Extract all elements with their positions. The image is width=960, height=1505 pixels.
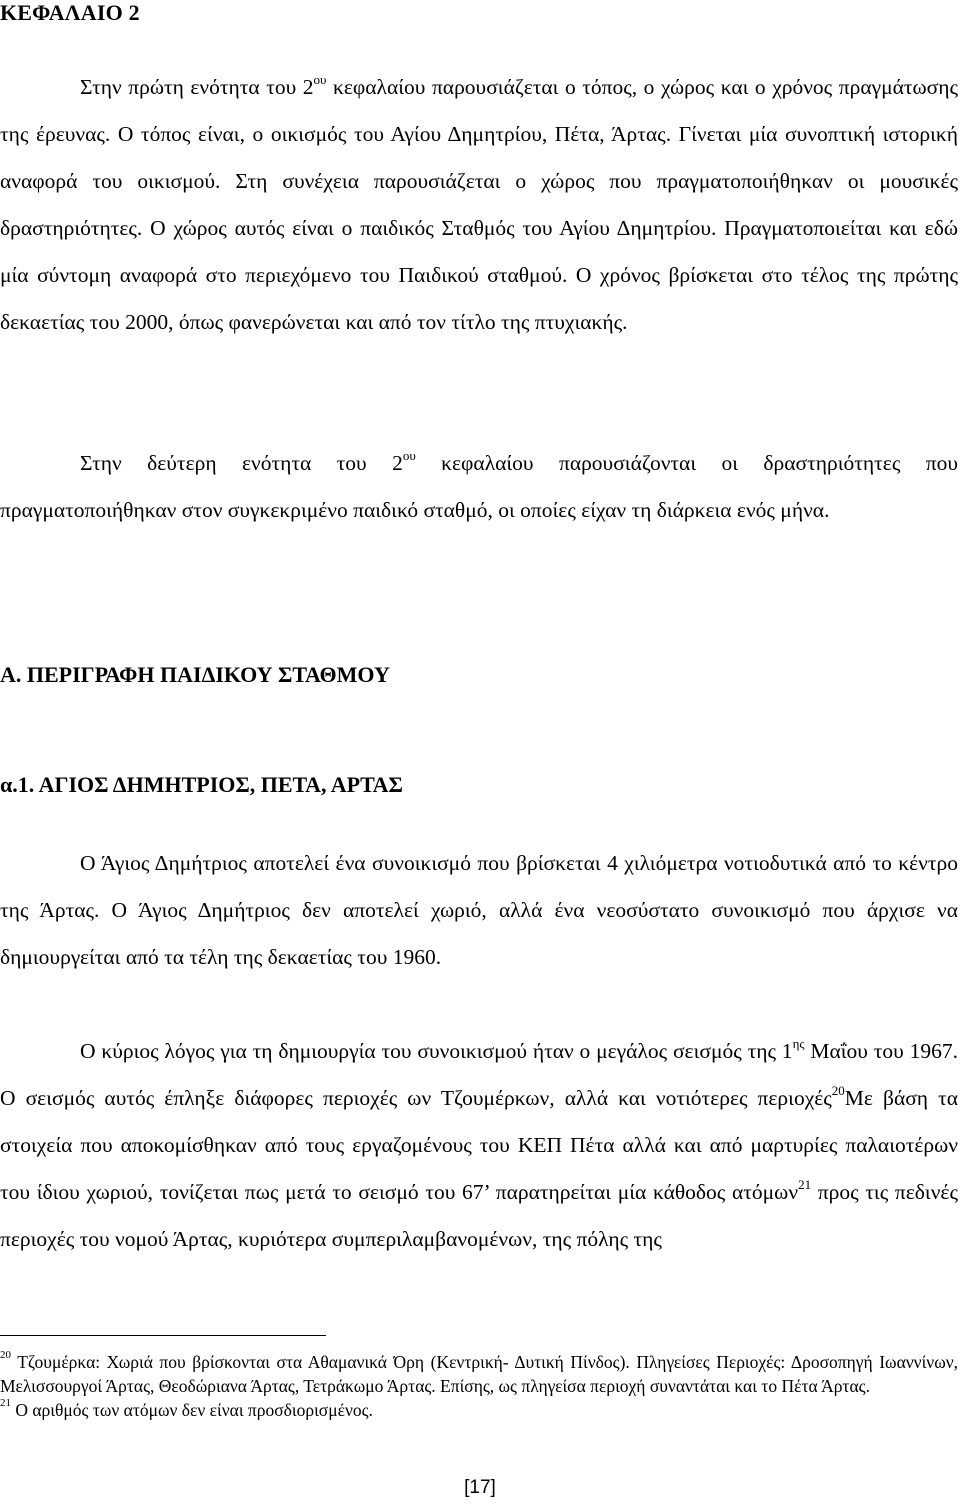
footnote-text: Τζουμέρκα: Χωριά που βρίσκονται στα Αθαμανικά Όρη (Κεντρική- Δυτική Πίνδος). Πληγείσες Περιοχές: Δροσοπηγή Ιωαννίνων, Μελισσουργοί Άρτας, Θεοδώριανα Άρτας, Τετράκωμο Άρτας. Επίσης, ως πληγείσα περιοχή συναντάται και το Πέτα Άρτας.	[0, 1352, 958, 1396]
intro-paragraph-1	[0, 64, 958, 346]
section-paragraph-1	[0, 840, 958, 981]
footnote-21	[0, 1398, 958, 1422]
footnote-reference-20[interactable]: 20	[831, 1082, 845, 1098]
chapter-title: ΚΕΦΑΛΑΙΟ 2	[0, 0, 140, 25]
section-a-heading: Α. ΠΕΡΙΓΡΑΦΗ ΠΑΙΔΙΚΟΥ ΣΤΑΘΜΟΥ	[0, 662, 390, 687]
section-paragraph-2-part-1: Ο κύριος λόγος για τη δημιουργία του συνοικισμού ήταν ο μεγάλος σεισμός της 1	[80, 1039, 793, 1063]
page-number: [17]	[464, 1477, 496, 1498]
ordinal-superscript: ης	[792, 1035, 805, 1051]
section-paragraph-2	[0, 1028, 958, 1263]
footnote-number: 20	[0, 1349, 11, 1362]
intro-paragraph-2-rest: κεφαλαίου παρουσιάζονται οι δραστηριότητες που πραγματοποιήθηκαν στον συγκεκριμένο παιδικό σταθμό, οι οποίες είχαν τη διάρκεια ενός μήνα.	[0, 451, 958, 522]
footnote-separator	[0, 1335, 326, 1336]
section-paragraph-1-text: Ο Άγιος Δημήτριος αποτελεί ένα συνοικισμό που βρίσκεται 4 χιλιόμετρα νοτιοδυτικά από το κέντρο της Άρτας. Ο Άγιος Δημήτριος δεν αποτελεί χωριό, αλλά ένα νεοσύστατο συνοικισμό που άρχισε να δημιουργείται από τα τέλη της δεκαετίας του 1960.	[0, 851, 958, 969]
footnotes	[0, 1350, 958, 1422]
intro-paragraph-2-start: Στην δεύτερη ενότητα του 2	[80, 451, 403, 475]
intro-paragraph-1-rest: κεφαλαίου παρουσιάζεται ο τόπος, ο χώρος και ο χρόνος πραγμάτωσης της έρευνας. Ο τόπος είναι, ο οικισμός του Αγίου Δημητρίου, Πέτα, Άρτας. Γίνεται μία συνοπτική ιστορική αναφορά του οικισμού. Στη συνέχεια παρουσιάζεται ο χώρος που πραγματοποιήθηκαν οι μουσικές δραστηριότητες. Ο χώρος αυτός είναι ο παιδικός Σταθμός του Αγίου Δημητρίου. Πραγματοποιείται και εδώ μία σύντομη αναφορά στο περιεχόμενο του Παιδικού σταθμού. Ο χρόνος βρίσκεται στο τέλος της πρώτης δεκαετίας του 2000, όπως φανερώνεται και από τον τίτλο της πτυχιακής.	[0, 75, 959, 334]
intro-paragraph-1-start: Στην πρώτη ενότητα του 2	[80, 75, 314, 99]
section-a1-heading: α.1. ΑΓΙΟΣ ΔΗΜΗΤΡΙΟΣ, ΠΕΤΑ, ΑΡΤΑΣ	[0, 772, 403, 797]
footnote-20	[0, 1350, 958, 1398]
footnote-text: Ο αριθμός των ατόμων δεν είναι προσδιορισμένος.	[11, 1400, 373, 1420]
section-paragraph-2-part-3: Με βάση τα στοιχεία που αποκομίσθηκαν από τους εργαζομένους του ΚΕΠ Πέτα αλλά και από μαρτυρίες παλαιοτέρων του ίδιου χωριού, τονίζεται πως μετά το σεισμό του 67’ παρατηρείται μία κάθοδος ατόμων	[0, 1086, 959, 1204]
ordinal-superscript: ου	[402, 447, 416, 463]
footnote-reference-21[interactable]: 21	[798, 1176, 812, 1192]
section-paragraph-2-part-2: Μαΐου του 1967. Ο σεισμός αυτός έπληξε διάφορες περιοχές ων Τζουμέρκων, αλλά και νοτιότερες περιοχές	[0, 1039, 958, 1110]
section-paragraph-2-part-4: προς τις πεδινές περιοχές του νομού Άρτας, κυριότερα συμπεριλαμβανομένων, της πόλης της	[0, 1180, 958, 1251]
footnote-number: 21	[0, 1397, 11, 1410]
ordinal-superscript: ου	[313, 71, 327, 87]
intro-paragraph-2	[0, 440, 958, 534]
